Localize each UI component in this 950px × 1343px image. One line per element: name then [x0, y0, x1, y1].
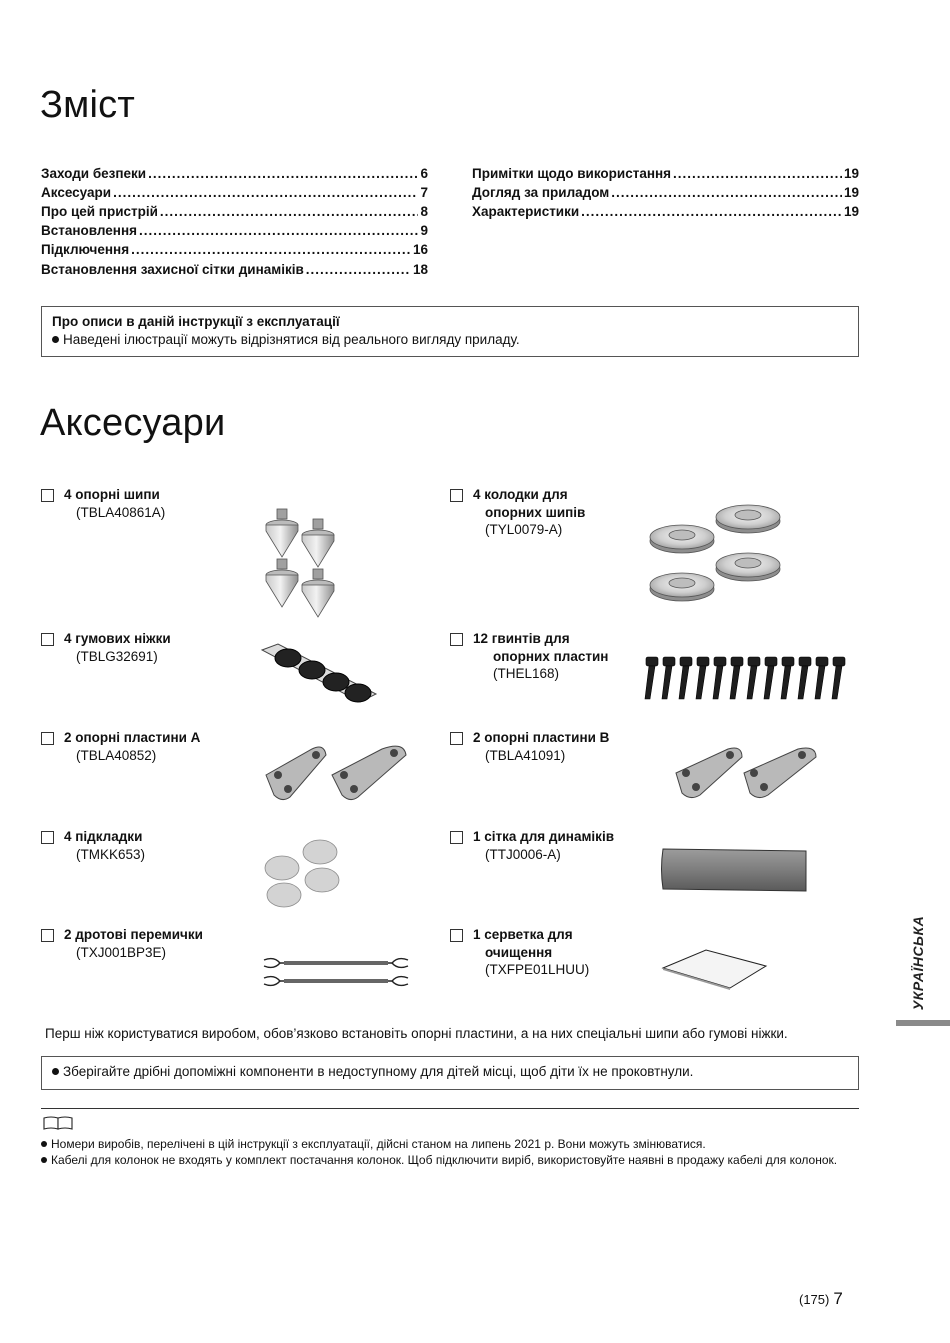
- toc-page: 19: [843, 185, 859, 200]
- page-number-value: 7: [833, 1289, 843, 1308]
- speaker-net-icon: [660, 847, 810, 893]
- toc-label: Про цей пристрій: [41, 204, 158, 219]
- bullet-icon: [52, 336, 59, 343]
- jumper-wires-icon: [260, 952, 412, 992]
- spike-pads-icon: [646, 497, 786, 607]
- warning-box: [41, 1056, 859, 1090]
- before-use-note: Перш ніж користуватися виробом, обов’язково встановіть опорні пластини, а на них спеціальні шипи або гумові ніжки.: [45, 1026, 788, 1041]
- accessory-checkbox[interactable]: [450, 732, 463, 745]
- bullet-icon: [41, 1141, 47, 1147]
- toc-entry-about[interactable]: [41, 204, 428, 219]
- screw-shaft: [764, 666, 774, 699]
- screw-shaft: [832, 666, 842, 699]
- base-plate-b-icon: [672, 745, 822, 803]
- screws-icon: [640, 655, 850, 703]
- screw-shaft: [730, 666, 740, 699]
- toc-label: Характеристики: [472, 204, 580, 219]
- screw-shaft: [713, 666, 723, 699]
- accessory-item-spike-pads: 4 колодки для опорних шипів (TYL0079-A): [473, 487, 586, 537]
- page-number: [799, 1289, 843, 1309]
- screw-head: [816, 657, 828, 666]
- screw-head: [765, 657, 777, 666]
- accessory-item-base-plate-a: 2 опорні пластини A (TBLA40852): [64, 730, 201, 763]
- accessory-item-base-plate-b: 2 опорні пластини B (TBLA41091): [473, 730, 610, 763]
- toc-label: Встановлення: [41, 223, 137, 238]
- accessory-checkbox[interactable]: [450, 633, 463, 646]
- base-plate-a-icon: [262, 745, 412, 803]
- screw-head: [799, 657, 811, 666]
- toc-label: Примітки щодо використання: [472, 166, 672, 181]
- accessory-checkbox[interactable]: [41, 633, 54, 646]
- accessory-item-spikes: 4 опорні шипи (TBLA40861A): [64, 487, 166, 520]
- rubber-feet-icon: [260, 640, 380, 710]
- screw-head: [748, 657, 760, 666]
- accessory-item-speaker-net: 1 сітка для динаміків (TTJ0006-A): [473, 829, 614, 862]
- screw-shaft: [696, 666, 706, 699]
- bullet-icon: [52, 1068, 59, 1075]
- side-tab-bar: [896, 1020, 950, 1026]
- note-item: Номери виробів, перелічені в цій інструкції з експлуатації, дійсні станом на липень 2021 р. Вони можуть змінюватися.: [41, 1136, 859, 1152]
- accessory-checkbox[interactable]: [450, 489, 463, 502]
- bullet-icon: [41, 1157, 47, 1163]
- toc-page: 16: [412, 242, 428, 257]
- screw-head: [697, 657, 709, 666]
- toc-entry-specifications[interactable]: [472, 204, 859, 219]
- accessory-checkbox[interactable]: [41, 929, 54, 942]
- accessory-item-cleaning-cloth: 1 серветка для очищення (TXFPE01LHUU): [473, 927, 590, 977]
- toc-label: Підключення: [41, 242, 130, 257]
- note-item: Кабелі для колонок не входять у комплект постачання колонок. Щоб підключити виріб, використовуйте наявні в продажу кабелі для колонок.: [41, 1152, 859, 1168]
- toc-entry-usage-notes[interactable]: [472, 166, 859, 181]
- toc-label: Догляд за приладом: [472, 185, 610, 200]
- accessory-checkbox[interactable]: [41, 732, 54, 745]
- accessory-checkbox[interactable]: [41, 489, 54, 502]
- screw-head: [731, 657, 743, 666]
- warning-text: Зберігайте дрібні допоміжні компоненти в недоступному для дітей місці, щоб діти їх не проковтнули.: [63, 1064, 694, 1079]
- screw-shaft: [645, 666, 655, 699]
- accessory-item-screws: 12 гвинтів для опорних пластин (THEL168): [473, 631, 609, 681]
- cleaning-cloth-icon: [660, 946, 770, 992]
- screw-shaft: [662, 666, 672, 699]
- page-code: (175): [799, 1292, 830, 1307]
- toc-page: 19: [843, 166, 859, 181]
- screw-head: [680, 657, 692, 666]
- screw-head: [646, 657, 658, 666]
- toc-page: 9: [420, 223, 428, 238]
- accessory-checkbox[interactable]: [450, 831, 463, 844]
- toc-entry-installation[interactable]: [41, 223, 428, 238]
- screw-shaft: [815, 666, 825, 699]
- divider: [41, 1108, 859, 1109]
- about-box-title: Про описи в даній інструкції з експлуатації: [52, 314, 340, 329]
- toc-entry-accessories[interactable]: [41, 185, 428, 200]
- accessories-title: Аксесуари: [40, 402, 226, 444]
- toc-label: Встановлення захисної сітки динаміків: [41, 262, 304, 277]
- spikes-icon: [260, 505, 360, 610]
- toc-entry-speaker-net[interactable]: [41, 262, 428, 277]
- about-box-text: Наведені ілюстрації можуть відрізнятися від реального вигляду приладу.: [63, 332, 520, 347]
- about-descriptions-box: [41, 306, 859, 357]
- accessory-checkbox[interactable]: [450, 929, 463, 942]
- screw-head: [833, 657, 845, 666]
- language-side-tab: УКРАЇНСЬКА: [910, 915, 926, 1011]
- screw-shaft: [747, 666, 757, 699]
- book-icon: [42, 1115, 74, 1131]
- accessory-item-rubber-feet: 4 гумових ніжки (TBLG32691): [64, 631, 171, 664]
- toc-page: 8: [420, 204, 428, 219]
- screw-shaft: [679, 666, 689, 699]
- pads-icon: [262, 838, 344, 908]
- toc-label: Аксесуари: [41, 185, 112, 200]
- accessory-checkbox[interactable]: [41, 831, 54, 844]
- screw-shaft: [781, 666, 791, 699]
- screw-head: [714, 657, 726, 666]
- toc-page: 7: [420, 185, 428, 200]
- contents-title: Зміст: [40, 84, 135, 126]
- accessory-item-pads: 4 підкладки (TMKK653): [64, 829, 146, 862]
- toc-page: 19: [843, 204, 859, 219]
- screw-shaft: [798, 666, 808, 699]
- toc-entry-safety[interactable]: [41, 166, 428, 181]
- toc-page: 18: [412, 262, 428, 277]
- screw-head: [663, 657, 675, 666]
- toc-entry-care[interactable]: [472, 185, 859, 200]
- accessory-item-jumper-wires: 2 дротові перемички (TXJ001BP3E): [64, 927, 203, 960]
- screw-head: [782, 657, 794, 666]
- toc-entry-connection[interactable]: [41, 242, 428, 257]
- toc-label: Заходи безпеки: [41, 166, 147, 181]
- toc-page: 6: [420, 166, 428, 181]
